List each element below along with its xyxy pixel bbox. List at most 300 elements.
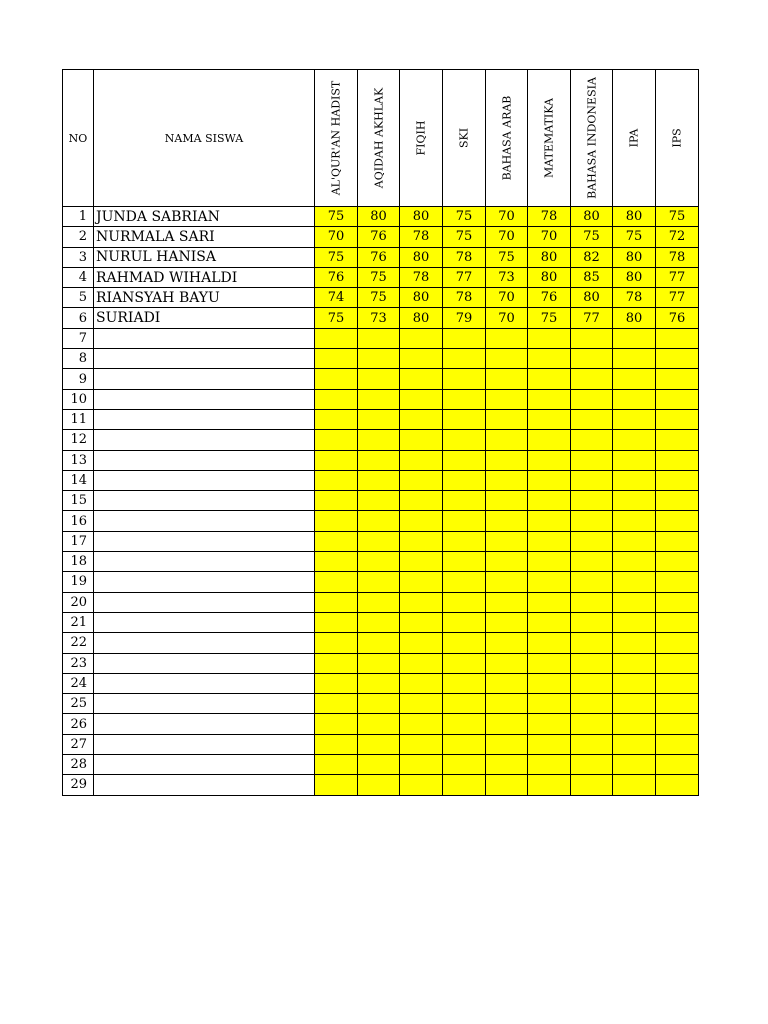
score-cell[interactable] [400, 349, 443, 369]
student-name-cell[interactable] [94, 755, 315, 775]
score-cell[interactable] [443, 491, 486, 511]
student-name-cell[interactable] [94, 349, 315, 369]
score-cell[interactable] [528, 531, 571, 551]
score-cell[interactable]: 75 [486, 247, 528, 267]
score-cell[interactable] [358, 531, 400, 551]
score-cell[interactable]: 73 [486, 267, 528, 287]
score-cell[interactable]: 80 [613, 267, 656, 287]
score-cell[interactable] [400, 409, 443, 429]
score-cell[interactable] [486, 491, 528, 511]
score-cell[interactable] [486, 592, 528, 612]
score-cell[interactable] [486, 633, 528, 653]
row-number-cell[interactable]: 12 [63, 430, 94, 450]
student-name-cell[interactable] [94, 450, 315, 470]
score-cell[interactable] [656, 369, 699, 389]
row-number-cell[interactable]: 27 [63, 734, 94, 754]
score-cell[interactable] [656, 470, 699, 490]
score-cell[interactable] [656, 592, 699, 612]
score-cell[interactable] [358, 511, 400, 531]
score-cell[interactable]: 82 [571, 247, 613, 267]
score-cell[interactable]: 80 [400, 288, 443, 308]
row-number-cell[interactable]: 20 [63, 592, 94, 612]
score-cell[interactable] [613, 694, 656, 714]
score-cell[interactable] [315, 755, 358, 775]
student-name-cell[interactable] [94, 673, 315, 693]
score-cell[interactable] [571, 430, 613, 450]
score-cell[interactable] [571, 572, 613, 592]
score-cell[interactable]: 80 [528, 267, 571, 287]
score-cell[interactable] [571, 673, 613, 693]
score-cell[interactable]: 78 [528, 207, 571, 227]
score-cell[interactable] [315, 511, 358, 531]
score-cell[interactable]: 79 [443, 308, 486, 328]
score-cell[interactable] [613, 349, 656, 369]
score-cell[interactable] [656, 328, 699, 348]
score-cell[interactable] [613, 734, 656, 754]
score-cell[interactable] [528, 511, 571, 531]
score-cell[interactable] [315, 491, 358, 511]
student-name-cell[interactable] [94, 775, 315, 795]
row-number-cell[interactable]: 16 [63, 511, 94, 531]
score-cell[interactable] [315, 653, 358, 673]
score-cell[interactable]: 80 [528, 247, 571, 267]
score-cell[interactable] [443, 714, 486, 734]
score-cell[interactable] [571, 450, 613, 470]
score-cell[interactable] [528, 775, 571, 795]
score-cell[interactable] [358, 653, 400, 673]
row-number-cell[interactable]: 22 [63, 633, 94, 653]
score-cell[interactable]: 75 [528, 308, 571, 328]
student-name-cell[interactable]: NURMALA SARI [94, 227, 315, 247]
score-cell[interactable]: 75 [315, 247, 358, 267]
student-name-cell[interactable] [94, 531, 315, 551]
score-cell[interactable]: 78 [400, 227, 443, 247]
score-cell[interactable] [656, 775, 699, 795]
score-cell[interactable] [315, 328, 358, 348]
score-cell[interactable] [358, 409, 400, 429]
score-cell[interactable]: 70 [528, 227, 571, 247]
row-number-cell[interactable]: 14 [63, 470, 94, 490]
score-cell[interactable] [613, 511, 656, 531]
score-cell[interactable] [400, 592, 443, 612]
score-cell[interactable] [656, 450, 699, 470]
row-number-cell[interactable]: 2 [63, 227, 94, 247]
student-name-cell[interactable]: JUNDA SABRIAN [94, 207, 315, 227]
score-cell[interactable] [486, 755, 528, 775]
score-cell[interactable]: 75 [315, 207, 358, 227]
score-cell[interactable] [400, 369, 443, 389]
score-cell[interactable] [571, 470, 613, 490]
score-cell[interactable] [613, 612, 656, 632]
student-name-cell[interactable] [94, 491, 315, 511]
score-cell[interactable] [656, 430, 699, 450]
score-cell[interactable] [613, 552, 656, 572]
score-cell[interactable] [400, 673, 443, 693]
student-name-cell[interactable] [94, 389, 315, 409]
score-cell[interactable]: 74 [315, 288, 358, 308]
score-cell[interactable] [358, 714, 400, 734]
score-cell[interactable] [656, 755, 699, 775]
score-cell[interactable] [613, 775, 656, 795]
student-name-cell[interactable] [94, 734, 315, 754]
row-number-cell[interactable]: 21 [63, 612, 94, 632]
score-cell[interactable] [528, 369, 571, 389]
score-cell[interactable] [358, 755, 400, 775]
score-cell[interactable] [571, 714, 613, 734]
score-cell[interactable] [656, 572, 699, 592]
score-cell[interactable] [315, 409, 358, 429]
score-cell[interactable]: 78 [613, 288, 656, 308]
score-cell[interactable] [613, 572, 656, 592]
score-cell[interactable] [400, 491, 443, 511]
score-cell[interactable]: 85 [571, 267, 613, 287]
score-cell[interactable] [528, 491, 571, 511]
score-cell[interactable] [315, 714, 358, 734]
score-cell[interactable]: 75 [443, 207, 486, 227]
score-cell[interactable] [315, 572, 358, 592]
score-cell[interactable] [528, 755, 571, 775]
score-cell[interactable]: 73 [358, 308, 400, 328]
score-cell[interactable] [400, 714, 443, 734]
score-cell[interactable] [400, 470, 443, 490]
score-cell[interactable]: 76 [528, 288, 571, 308]
score-cell[interactable] [528, 633, 571, 653]
score-cell[interactable] [613, 328, 656, 348]
score-cell[interactable]: 78 [656, 247, 699, 267]
score-cell[interactable] [400, 450, 443, 470]
score-cell[interactable] [613, 450, 656, 470]
score-cell[interactable] [656, 349, 699, 369]
score-cell[interactable] [571, 369, 613, 389]
score-cell[interactable] [571, 328, 613, 348]
student-name-cell[interactable]: RIANSYAH BAYU [94, 288, 315, 308]
row-number-cell[interactable]: 18 [63, 552, 94, 572]
row-number-cell[interactable]: 11 [63, 409, 94, 429]
score-cell[interactable]: 75 [613, 227, 656, 247]
score-cell[interactable] [528, 552, 571, 572]
score-cell[interactable]: 78 [443, 288, 486, 308]
score-cell[interactable] [571, 491, 613, 511]
score-cell[interactable] [486, 511, 528, 531]
score-cell[interactable] [613, 531, 656, 551]
score-cell[interactable] [315, 349, 358, 369]
score-cell[interactable] [528, 592, 571, 612]
student-name-cell[interactable] [94, 612, 315, 632]
score-cell[interactable] [443, 369, 486, 389]
score-cell[interactable] [400, 430, 443, 450]
score-cell[interactable]: 80 [613, 207, 656, 227]
student-name-cell[interactable] [94, 409, 315, 429]
score-cell[interactable]: 75 [656, 207, 699, 227]
score-cell[interactable] [443, 775, 486, 795]
row-number-cell[interactable]: 10 [63, 389, 94, 409]
score-cell[interactable] [358, 775, 400, 795]
score-cell[interactable] [358, 572, 400, 592]
score-cell[interactable] [358, 694, 400, 714]
score-cell[interactable] [528, 572, 571, 592]
score-cell[interactable] [571, 389, 613, 409]
score-cell[interactable] [656, 409, 699, 429]
score-cell[interactable] [400, 633, 443, 653]
score-cell[interactable] [315, 552, 358, 572]
score-cell[interactable] [486, 531, 528, 551]
row-number-cell[interactable]: 8 [63, 349, 94, 369]
score-cell[interactable] [571, 592, 613, 612]
student-name-cell[interactable] [94, 572, 315, 592]
score-cell[interactable] [358, 450, 400, 470]
score-cell[interactable] [443, 450, 486, 470]
score-cell[interactable] [656, 653, 699, 673]
score-cell[interactable] [443, 552, 486, 572]
score-cell[interactable] [400, 531, 443, 551]
score-cell[interactable] [443, 470, 486, 490]
score-cell[interactable] [486, 409, 528, 429]
score-cell[interactable] [613, 389, 656, 409]
score-cell[interactable]: 80 [571, 207, 613, 227]
score-cell[interactable] [613, 653, 656, 673]
score-cell[interactable] [400, 694, 443, 714]
score-cell[interactable] [613, 673, 656, 693]
student-name-cell[interactable]: RAHMAD WIHALDI [94, 267, 315, 287]
score-cell[interactable] [486, 673, 528, 693]
score-cell[interactable] [571, 552, 613, 572]
score-cell[interactable] [443, 694, 486, 714]
score-cell[interactable] [443, 349, 486, 369]
score-cell[interactable] [528, 389, 571, 409]
score-cell[interactable] [486, 694, 528, 714]
score-cell[interactable]: 77 [571, 308, 613, 328]
student-name-cell[interactable] [94, 369, 315, 389]
score-cell[interactable] [528, 409, 571, 429]
score-cell[interactable]: 80 [400, 308, 443, 328]
score-cell[interactable] [486, 430, 528, 450]
score-cell[interactable] [443, 389, 486, 409]
score-cell[interactable] [315, 369, 358, 389]
score-cell[interactable] [528, 349, 571, 369]
score-cell[interactable] [486, 714, 528, 734]
score-cell[interactable]: 75 [358, 288, 400, 308]
score-cell[interactable]: 80 [358, 207, 400, 227]
score-cell[interactable] [358, 633, 400, 653]
score-cell[interactable]: 75 [358, 267, 400, 287]
row-number-cell[interactable]: 23 [63, 653, 94, 673]
score-cell[interactable] [400, 755, 443, 775]
score-cell[interactable] [528, 734, 571, 754]
score-cell[interactable] [613, 755, 656, 775]
score-cell[interactable] [358, 673, 400, 693]
score-cell[interactable]: 80 [613, 247, 656, 267]
score-cell[interactable]: 75 [315, 308, 358, 328]
score-cell[interactable] [571, 612, 613, 632]
score-cell[interactable] [315, 430, 358, 450]
row-number-cell[interactable]: 5 [63, 288, 94, 308]
score-cell[interactable] [613, 633, 656, 653]
score-cell[interactable] [358, 470, 400, 490]
score-cell[interactable] [528, 714, 571, 734]
score-cell[interactable] [486, 775, 528, 795]
score-cell[interactable] [613, 714, 656, 734]
score-cell[interactable] [358, 592, 400, 612]
student-name-cell[interactable] [94, 470, 315, 490]
score-cell[interactable]: 76 [315, 267, 358, 287]
score-cell[interactable] [315, 734, 358, 754]
score-cell[interactable] [486, 552, 528, 572]
row-number-cell[interactable]: 17 [63, 531, 94, 551]
score-cell[interactable] [486, 328, 528, 348]
student-name-cell[interactable] [94, 592, 315, 612]
score-cell[interactable] [315, 633, 358, 653]
score-cell[interactable] [613, 592, 656, 612]
score-cell[interactable] [613, 409, 656, 429]
score-cell[interactable]: 76 [358, 247, 400, 267]
row-number-cell[interactable]: 28 [63, 755, 94, 775]
score-cell[interactable] [656, 673, 699, 693]
score-cell[interactable] [486, 653, 528, 673]
score-cell[interactable] [315, 612, 358, 632]
score-cell[interactable] [656, 694, 699, 714]
score-cell[interactable] [571, 349, 613, 369]
row-number-cell[interactable]: 7 [63, 328, 94, 348]
score-cell[interactable] [528, 470, 571, 490]
score-cell[interactable] [443, 409, 486, 429]
score-cell[interactable] [358, 389, 400, 409]
score-cell[interactable] [528, 673, 571, 693]
score-cell[interactable] [400, 653, 443, 673]
score-cell[interactable] [443, 328, 486, 348]
score-cell[interactable] [656, 612, 699, 632]
score-cell[interactable] [358, 430, 400, 450]
score-cell[interactable] [656, 714, 699, 734]
score-cell[interactable] [656, 389, 699, 409]
student-name-cell[interactable] [94, 328, 315, 348]
score-cell[interactable]: 75 [443, 227, 486, 247]
student-name-cell[interactable] [94, 430, 315, 450]
score-cell[interactable] [315, 673, 358, 693]
row-number-cell[interactable]: 13 [63, 450, 94, 470]
score-cell[interactable] [358, 369, 400, 389]
score-cell[interactable] [358, 328, 400, 348]
score-cell[interactable] [486, 734, 528, 754]
score-cell[interactable]: 77 [656, 267, 699, 287]
score-cell[interactable] [315, 775, 358, 795]
score-cell[interactable] [571, 409, 613, 429]
score-cell[interactable]: 80 [613, 308, 656, 328]
score-cell[interactable] [486, 369, 528, 389]
score-cell[interactable] [358, 612, 400, 632]
score-cell[interactable]: 70 [486, 308, 528, 328]
score-cell[interactable] [486, 572, 528, 592]
score-cell[interactable]: 80 [571, 288, 613, 308]
score-cell[interactable] [400, 552, 443, 572]
row-number-cell[interactable]: 29 [63, 775, 94, 795]
score-cell[interactable] [443, 430, 486, 450]
score-cell[interactable] [571, 653, 613, 673]
score-cell[interactable]: 70 [486, 207, 528, 227]
score-cell[interactable] [656, 491, 699, 511]
student-name-cell[interactable] [94, 552, 315, 572]
score-cell[interactable] [443, 572, 486, 592]
score-cell[interactable] [486, 450, 528, 470]
score-cell[interactable] [486, 612, 528, 632]
score-cell[interactable] [315, 694, 358, 714]
score-cell[interactable]: 76 [358, 227, 400, 247]
row-number-cell[interactable]: 19 [63, 572, 94, 592]
score-cell[interactable] [443, 653, 486, 673]
row-number-cell[interactable]: 4 [63, 267, 94, 287]
score-cell[interactable] [613, 470, 656, 490]
score-cell[interactable] [315, 592, 358, 612]
score-cell[interactable] [528, 430, 571, 450]
student-name-cell[interactable] [94, 511, 315, 531]
student-name-cell[interactable] [94, 694, 315, 714]
score-cell[interactable]: 77 [443, 267, 486, 287]
score-cell[interactable] [571, 511, 613, 531]
student-name-cell[interactable] [94, 653, 315, 673]
score-cell[interactable]: 80 [400, 247, 443, 267]
row-number-cell[interactable]: 25 [63, 694, 94, 714]
student-name-cell[interactable]: NURUL HANISA [94, 247, 315, 267]
score-cell[interactable] [656, 511, 699, 531]
score-cell[interactable]: 77 [656, 288, 699, 308]
score-cell[interactable] [400, 775, 443, 795]
score-cell[interactable] [315, 470, 358, 490]
score-cell[interactable] [443, 612, 486, 632]
score-cell[interactable] [400, 572, 443, 592]
row-number-cell[interactable]: 15 [63, 491, 94, 511]
score-cell[interactable] [528, 694, 571, 714]
score-cell[interactable] [528, 450, 571, 470]
score-cell[interactable]: 75 [571, 227, 613, 247]
score-cell[interactable] [443, 673, 486, 693]
score-cell[interactable] [613, 430, 656, 450]
score-cell[interactable] [486, 389, 528, 409]
score-cell[interactable]: 72 [656, 227, 699, 247]
score-cell[interactable] [443, 531, 486, 551]
score-cell[interactable] [400, 734, 443, 754]
score-cell[interactable] [358, 491, 400, 511]
row-number-cell[interactable]: 24 [63, 673, 94, 693]
score-cell[interactable] [656, 633, 699, 653]
score-cell[interactable]: 76 [656, 308, 699, 328]
score-cell[interactable] [486, 470, 528, 490]
score-cell[interactable] [443, 734, 486, 754]
score-cell[interactable] [656, 531, 699, 551]
score-cell[interactable] [315, 531, 358, 551]
student-name-cell[interactable] [94, 714, 315, 734]
score-cell[interactable] [571, 775, 613, 795]
score-cell[interactable] [443, 592, 486, 612]
score-cell[interactable]: 80 [400, 207, 443, 227]
student-name-cell[interactable] [94, 633, 315, 653]
score-cell[interactable] [400, 389, 443, 409]
score-cell[interactable]: 70 [315, 227, 358, 247]
score-cell[interactable] [358, 734, 400, 754]
row-number-cell[interactable]: 6 [63, 308, 94, 328]
row-number-cell[interactable]: 26 [63, 714, 94, 734]
score-cell[interactable] [486, 349, 528, 369]
score-cell[interactable] [571, 531, 613, 551]
score-cell[interactable] [443, 755, 486, 775]
score-cell[interactable] [400, 511, 443, 531]
score-cell[interactable]: 70 [486, 288, 528, 308]
score-cell[interactable] [443, 633, 486, 653]
score-cell[interactable] [571, 633, 613, 653]
score-cell[interactable] [358, 349, 400, 369]
score-cell[interactable]: 70 [486, 227, 528, 247]
row-number-cell[interactable]: 1 [63, 207, 94, 227]
score-cell[interactable] [571, 734, 613, 754]
score-cell[interactable] [400, 328, 443, 348]
